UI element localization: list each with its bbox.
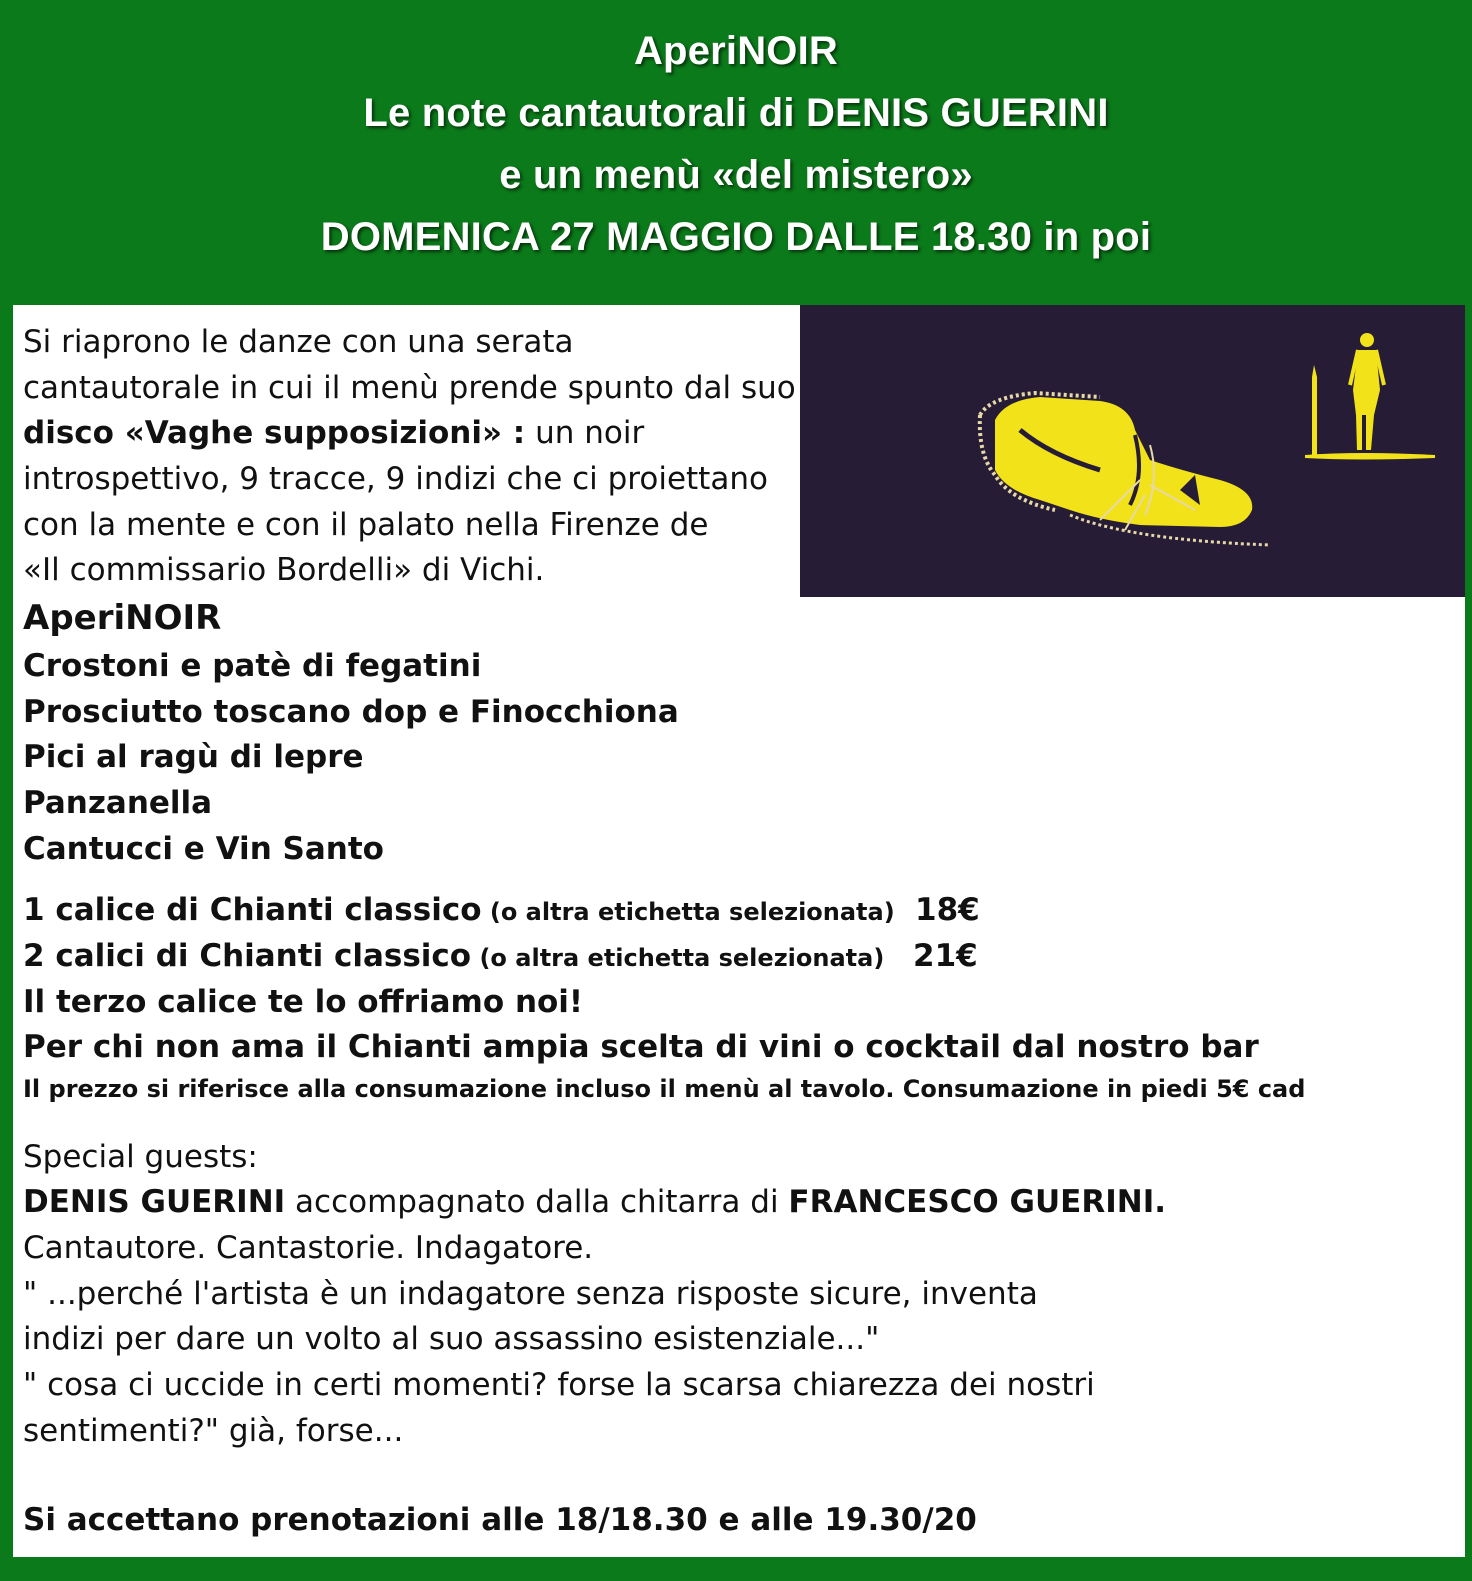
- offer-two-price: 21€: [913, 938, 978, 974]
- menu-item: Panzanella: [23, 785, 213, 821]
- quote-2-line-1: " cosa ci uccide in certi momenti? forse la scarsa chiarezza dei nostri: [23, 1367, 1095, 1403]
- header-date: DOMENICA 27 MAGGIO DALLE 18.30 in poi: [320, 215, 1152, 259]
- intro-line-3: [23, 411, 644, 457]
- offer-one-glass: 1 calice di Chianti classico (o altra etichetta selezionata): [23, 892, 895, 928]
- intro-line-1: Si riaprono le danze con una serata: [23, 324, 574, 360]
- offer-third-glass: Il terzo calice te lo offriamo noi!: [23, 984, 584, 1020]
- content-panel: [13, 305, 1465, 1557]
- offer-two-glasses: 2 calici di Chianti classico (o altra etichetta selezionata): [23, 938, 885, 974]
- intro-line-2: cantautorale in cui il menù prende spunto dal suo: [23, 370, 796, 406]
- guests-roles: Cantautore. Cantastorie. Indagatore.: [23, 1230, 594, 1266]
- header-subtitle: Le note cantautorali di DENIS GUERINI: [363, 91, 1109, 135]
- guests-label: Special guests:: [23, 1139, 258, 1175]
- shoe-illustration-icon: [800, 305, 1465, 597]
- offer-one-price: 18€: [915, 892, 980, 928]
- menu-item: Prosciutto toscano dop e Finocchiona: [23, 694, 679, 730]
- quote-2-line-2: sentimenti?" già, forse...: [23, 1413, 404, 1449]
- intro-line-3-rest: un noir: [525, 415, 645, 451]
- album-title: disco «Vaghe supposizioni» :: [23, 415, 526, 451]
- price-note: Il prezzo si riferisce alla consumazione incluso il menù al tavolo. Consumazione in piedi 5€ cad: [23, 1075, 1306, 1103]
- header-title: AperiNOIR: [633, 29, 839, 73]
- menu-item: Pici al ragù di lepre: [23, 739, 364, 775]
- booking-info: Si accettano prenotazioni alle 18/18.30 e alle 19.30/20: [23, 1502, 977, 1538]
- menu-item: Cantucci e Vin Santo: [23, 831, 384, 867]
- intro-line-4: introspettivo, 9 tracce, 9 indizi che ci proiettano: [23, 461, 768, 497]
- intro-line-5: con la mente e con il palato nella Firenze de: [23, 507, 709, 543]
- intro-line-6: «Il commissario Bordelli» di Vichi.: [23, 552, 545, 588]
- header-tagline: e un menù «del mistero»: [499, 153, 973, 197]
- menu-title: AperiNOIR: [23, 598, 222, 638]
- menu-item: Crostoni e patè di fegatini: [23, 648, 482, 684]
- quote-1-line-1: " ...perché l'artista è un indagatore senza risposte sicure, inventa: [23, 1276, 1038, 1312]
- header-banner: [0, 0, 1472, 300]
- quote-1-line-2: indizi per dare un volto al suo assassino esistenziale...": [23, 1321, 880, 1357]
- offer-alternative: Per chi non ama il Chianti ampia scelta di vini o cocktail dal nostro bar: [23, 1029, 1259, 1065]
- guests-names: DENIS GUERINI accompagnato dalla chitarra di FRANCESCO GUERINI.: [23, 1184, 1167, 1220]
